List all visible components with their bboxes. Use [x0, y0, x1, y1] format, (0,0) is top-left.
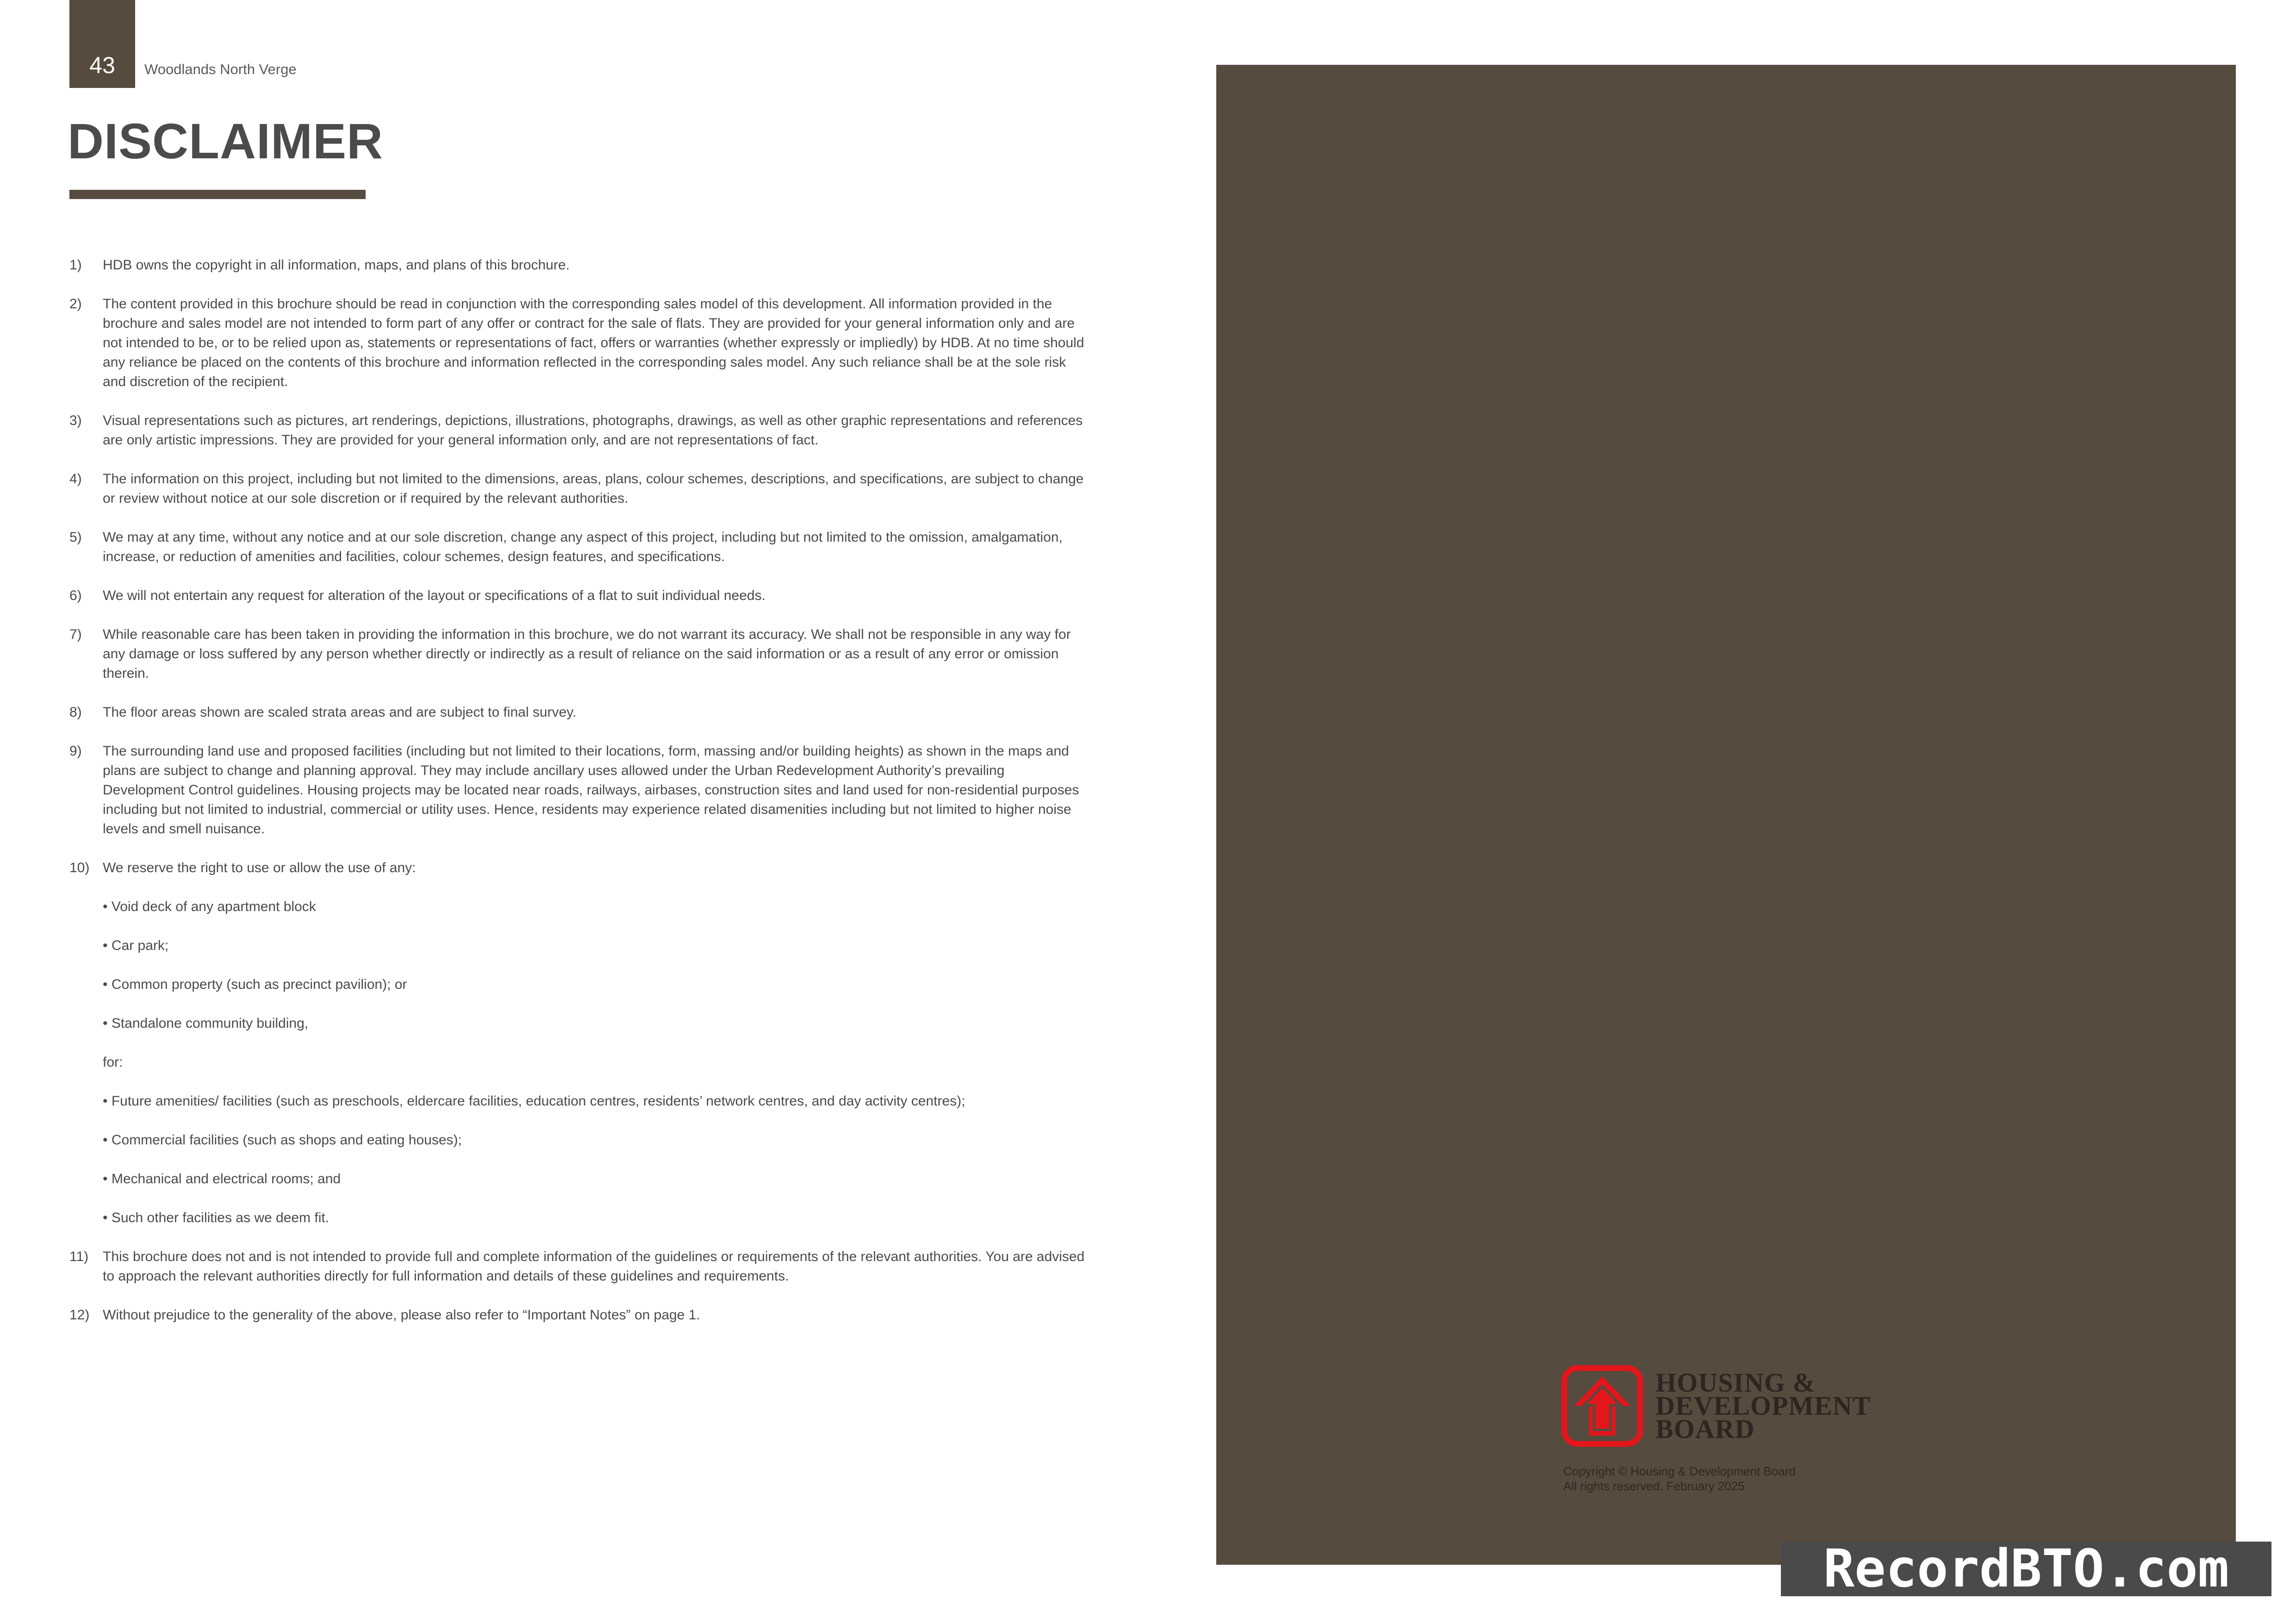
item-text: Visual representations such as pictures, art renderings, depictions, illustrations, photographs, drawings, as well as other graphic representations and references are only artistic impressions. They are provided for your general information only, and are not representations of fact.: [103, 413, 1083, 448]
title-underline: [69, 190, 366, 199]
item-number: 9): [69, 743, 82, 759]
item-text: HDB owns the copyright in all information, maps, and plans of this brochure.: [103, 257, 570, 273]
item-number: 4): [69, 471, 82, 487]
item-text: This brochure does not and is not intended to provide full and complete information of the guidelines or requirements of the relevant authorities. You are advised to approach the relevant authorities directly for full information and details of these guidelines and requirements.: [103, 1249, 1085, 1284]
item-text: The floor areas shown are scaled strata areas and are subject to final survey.: [103, 705, 577, 720]
sub-item-commercial-facilities: • Commercial facilities (such as shops and eating houses);: [103, 1132, 462, 1148]
logo-line-board: BOARD: [1655, 1414, 1755, 1444]
hdb-logo-wordmark: [1655, 1368, 1871, 1444]
disclaimer-item-1: [69, 256, 1088, 275]
copyright-line-1: Copyright © Housing & Development Board: [1563, 1464, 1796, 1478]
disclaimer-item-2: [69, 294, 1088, 392]
sub-item-mechanical-rooms: • Mechanical and electrical rooms; and: [103, 1171, 341, 1187]
sub-item-future-amenities: • Future amenities/ facilities (such as preschools, eldercare facilities, education centres, residents’ network centres, and day activity centres);: [103, 1093, 965, 1109]
item-text: The content provided in this brochure should be read in conjunction with the corresponding sales model of this development. All information provided in the brochure and sales model are not intended to form part of any offer or contract for the sale of flats. They are provided for your general information only and are not intended to be, or to be relied upon as, statements or representations of fact, offers or warranties (whether expressly or impliedly) by HDB. At no time should any reliance be placed on the contents of this brochure and information reflected in the corresponding sales model. Any such reliance shall be at the sole risk and discretion of the recipient.: [103, 296, 1084, 389]
item-text: Without prejudice to the generality of the above, please also refer to “Important Notes” on page 1.: [103, 1307, 700, 1323]
item-text: We reserve the right to use or allow the use of any:: [103, 860, 416, 875]
item-number: 5): [69, 530, 82, 545]
item-number: 12): [69, 1307, 90, 1323]
item-number: 2): [69, 296, 82, 312]
disclaimer-item-3: [69, 411, 1088, 450]
item-number: 3): [69, 413, 82, 428]
disclaimer-item-6: [69, 586, 1088, 606]
item-number: 7): [69, 627, 82, 642]
disclaimer-item-12: [69, 1305, 1088, 1325]
disclaimer-item-8: [69, 703, 1088, 722]
disclaimer-item-11: [69, 1247, 1088, 1286]
sub-item-community-building: • Standalone community building,: [103, 1016, 309, 1031]
disclaimer-item-10: [69, 858, 1088, 1228]
hdb-logo: [1561, 1365, 1871, 1447]
sub-item-void-deck: • Void deck of any apartment block: [103, 899, 316, 914]
project-name: Woodlands North Verge: [144, 61, 297, 77]
item-number: 6): [69, 588, 82, 603]
sub-item-other-facilities: • Such other facilities as we deem fit.: [103, 1210, 330, 1225]
disclaimer-item-9: [69, 742, 1088, 839]
sub-item-for: for:: [103, 1055, 123, 1070]
item-text: We will not entertain any request for alteration of the layout or specifications of a flat to suit individual needs.: [103, 588, 765, 603]
back-cover-panel: [1216, 65, 2236, 1565]
item-text: The surrounding land use and proposed facilities (including but not limited to their locations, form, massing and/or building heights) as shown in the maps and plans are subject to change and planning approval. They may include ancillary uses allowed under the Urban Redevelopment Authority’s prevailing Development Control guidelines. Housing projects may be located near roads, railways, airbases, construction sites and land used for non-residential purposes including but not limited to industrial, commercial or utility uses. Hence, residents may experience related disamenities including but not limited to higher noise levels and smell nuisance.: [103, 743, 1079, 837]
item-text: The information on this project, including but not limited to the dimensions, areas, plans, colour schemes, descriptions, and specifications, are subject to change or review without notice at our sole discretion or if required by the relevant authorities.: [103, 471, 1084, 506]
hdb-house-arrow-icon: [1561, 1365, 1643, 1447]
page-number: 43: [89, 52, 115, 78]
copyright-line-2: All rights reserved. February 2025: [1563, 1479, 1745, 1493]
disclaimer-list: [69, 256, 1088, 1344]
logo-line-development: DEVELOPMENT: [1655, 1391, 1871, 1421]
item-text: We may at any time, without any notice and at our sole discretion, change any aspect of this project, including but not limited to the omission, amalgamation, increase, or reduction of amenities and facilities, colour schemes, design features, and specifications.: [103, 530, 1063, 564]
page-title: DISCLAIMER: [68, 113, 383, 169]
item-number: 10): [69, 860, 90, 875]
item-number: 11): [69, 1249, 89, 1264]
page-number-tab: [69, 0, 135, 88]
sub-item-common-property: • Common property (such as precinct pavilion); or: [103, 977, 407, 992]
copyright-notice: [1563, 1464, 1796, 1493]
item-number: 1): [69, 257, 82, 273]
site-watermark: RecordBTO.com: [1781, 1542, 2271, 1596]
disclaimer-item-7: [69, 625, 1088, 683]
sub-item-car-park: • Car park;: [103, 938, 169, 953]
item-number: 8): [69, 705, 82, 720]
item-text: While reasonable care has been taken in providing the information in this brochure, we do not warrant its accuracy. We shall not be responsible in any way for any damage or loss suffered by any person whether directly or indirectly as a result of reliance on the said information or as a result of any error or omission therein.: [103, 627, 1071, 681]
item-body: [103, 858, 1088, 1228]
logo-line-housing: HOUSING &: [1655, 1368, 1816, 1398]
disclaimer-item-4: [69, 469, 1088, 508]
disclaimer-item-5: [69, 528, 1088, 567]
